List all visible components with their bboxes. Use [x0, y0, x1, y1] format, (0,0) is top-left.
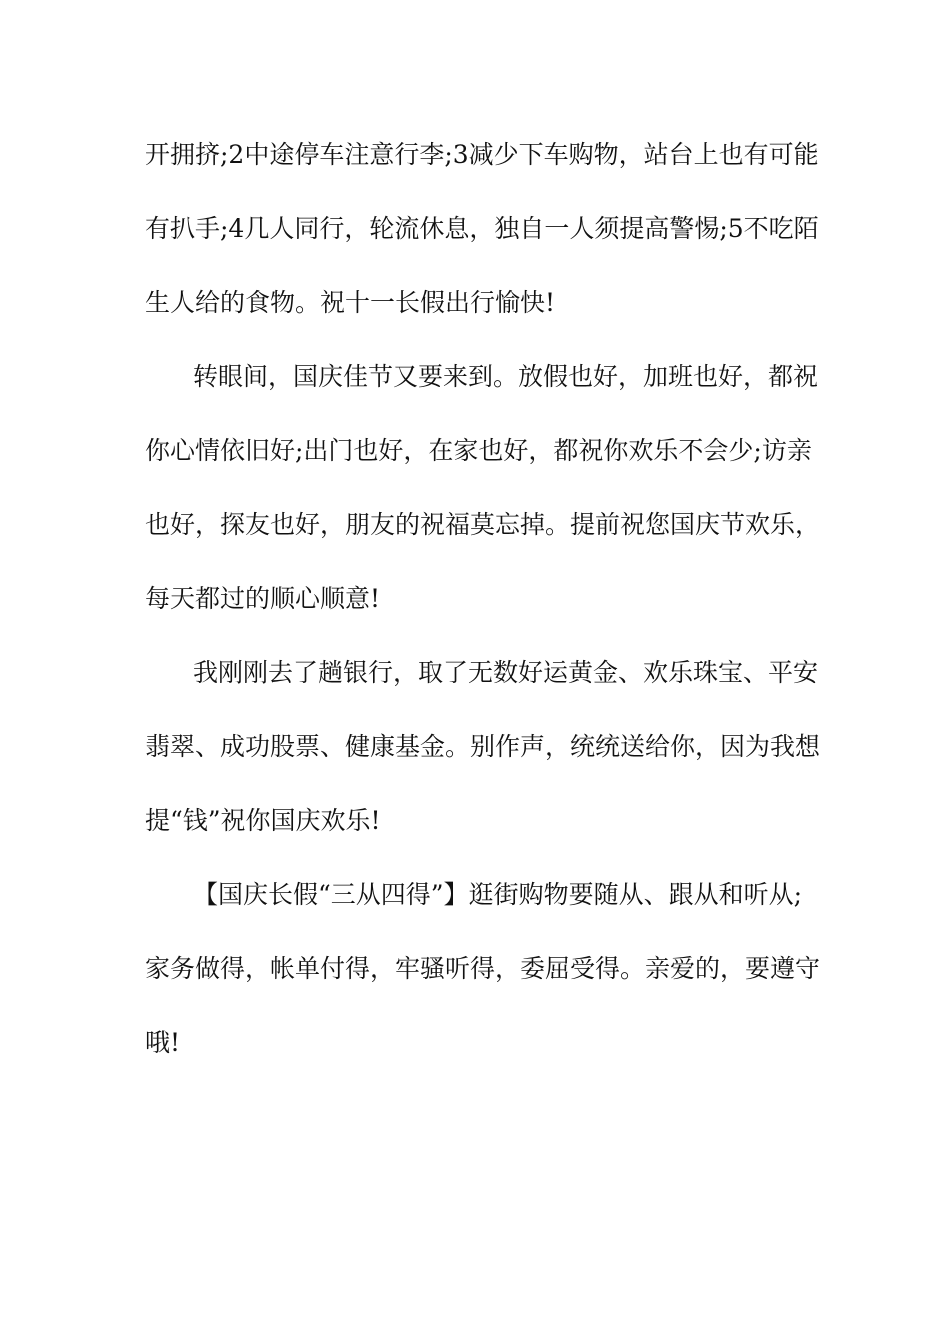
text-line: 家务做得，帐单付得，牢骚听得，委屈受得。亲爱的，要遵守: [145, 954, 821, 983]
paragraph-travel-tips: [145, 118, 819, 340]
text-line: 【国庆长假“三从四得”】逛街购物要随从、跟从和听从;: [193, 880, 802, 909]
text-line: 提“钱”祝你国庆欢乐!: [145, 806, 381, 835]
paragraph-holiday-wishes: [145, 340, 821, 636]
text-line: 我刚刚去了趟银行，取了无数好运黄金、欢乐珠宝、平安: [193, 658, 819, 687]
text-line: 生人给的食物。祝十一长假出行愉快!: [145, 288, 556, 317]
text-line: 翡翠、成功股票、健康基金。别作声，统统送给你，因为我想: [145, 732, 821, 761]
text-line: 你心情依旧好;出门也好，在家也好，都祝你欢乐不会少;访亲: [145, 436, 812, 465]
text-line: 转眼间，国庆佳节又要来到。放假也好，加班也好，都祝: [193, 362, 819, 391]
text-line: 开拥挤;2中途停车注意行李;3减少下车购物，站台上也有可能: [145, 140, 819, 169]
paragraph-three-follows: [145, 858, 821, 1080]
document-body: [145, 118, 821, 1080]
text-line: 哦!: [145, 1028, 181, 1057]
text-line: 每天都过的顺心顺意!: [145, 584, 381, 613]
text-line: 有扒手;4几人同行，轮流休息，独自一人须提高警惕;5不吃陌: [145, 214, 819, 243]
text-line: 也好，探友也好，朋友的祝福莫忘掉。提前祝您国庆节欢乐，: [145, 510, 821, 539]
paragraph-bank-blessing: [145, 636, 821, 858]
